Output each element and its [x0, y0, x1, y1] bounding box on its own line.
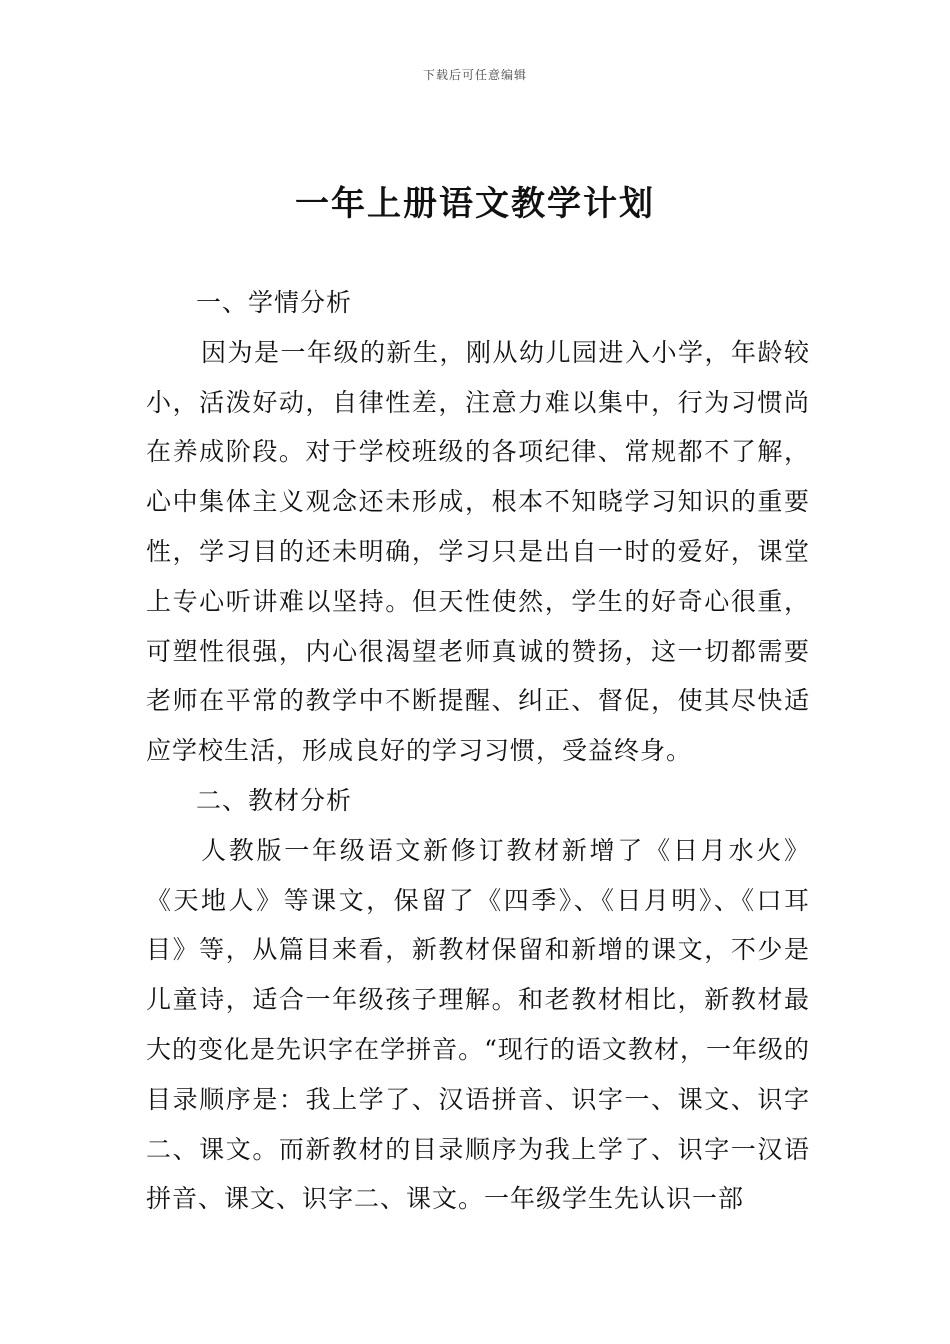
document-body	[146, 278, 810, 1224]
header-note: 下载后可任意编辑	[422, 68, 527, 82]
document-title: 一年上册语文教学计划	[295, 184, 655, 224]
section-heading-student-analysis: 一、学情分析	[196, 288, 353, 317]
paragraph-student-analysis: 因为是一年级的新生，刚从幼儿园进入小学，年龄较小，活泼好动，自律性差，注意力难以集中，行为习惯尚在养成阶段。对于学校班级的各项纪律、常规都不了解，心中集体主义观念还未形成，根本不知晓学习知识的重要性，学习目的还未明确，学习只是出自一时的爱好，课堂上专心听讲难以坚持。但天性使然，学生的好奇心很重，可塑性很强，内心很渴望老师真诚的赞扬，这一切都需要老师在平常的教学中不断提醒、纠正、督促，使其尽快适应学校生活，形成良好的学习习惯，受益终身。	[146, 337, 810, 766]
paragraph-textbook-analysis: 人教版一年级语文新修订教材新增了《日月水火》《天地人》等课文，保留了《四季》、《日月明》、《口耳目》等，从篇目来看，新教材保留和新增的课文，不少是儿童诗，适合一年级孩子理解。和老教材相比，新教材最大的变化是先识字在学拼音。“现行的语文教材，一年级的目录顺序是：我上学了、汉语拼音、识字一、课文、识字二、课文。而新教材的目录顺序为我上学了、识字一汉语拼音、课文、识字二、课文。一年级学生先认识一部	[146, 835, 810, 1214]
section-heading-textbook-analysis: 二、教材分析	[196, 785, 353, 815]
